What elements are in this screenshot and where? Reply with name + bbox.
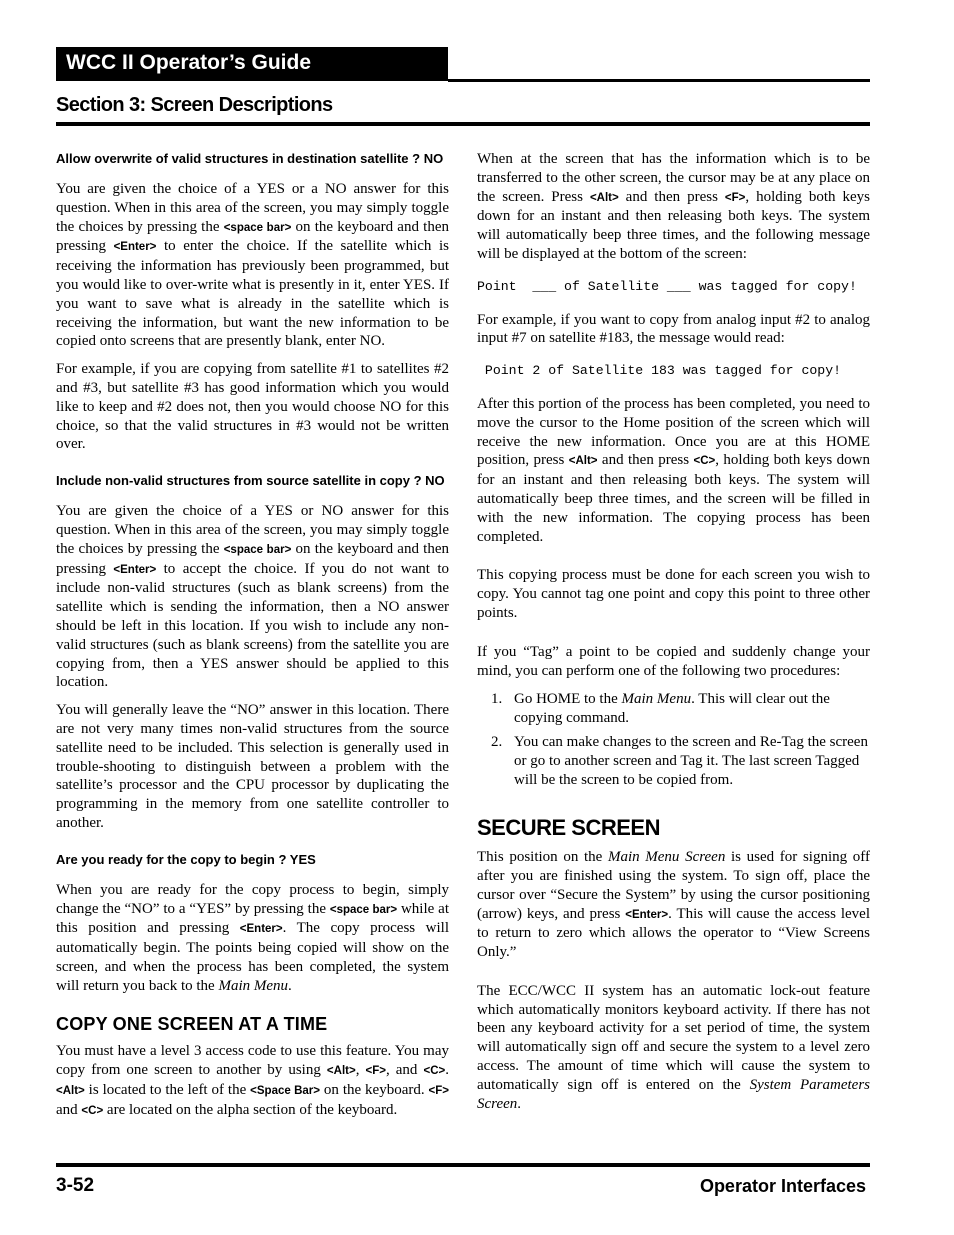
secure-paragraph-2 [477,982,870,1114]
text: , holding both keys down for an instant and then releasing both keys. The system will automatically beep three times, and the following message will be displayed at the bottom of the screen: [477,188,870,262]
copy-screen-heading: COPY ONE SCREEN AT A TIME [56,1014,328,1035]
copy-screen-paragraph [56,1042,449,1120]
footer-rule [56,1163,870,1167]
question-overwrite: Allow overwrite of valid structures in destination satellite ? NO [56,151,444,166]
text: to accept the choice. If you do not want to include non-valid structures (such as blank screens) from the satellite which is sending the information, then a NO answer should be left in this location. If you wish to include any non-valid structures (such as blank screens) from the satellite you are copying from, then a YES answer should be applied to this location. [56,560,449,691]
enter-key: <Enter> [113,563,157,576]
text: . [517,1095,522,1112]
question-non-valid: Include non-valid structures from source satellite in copy ? NO [56,473,445,489]
text: . This will cause the access level to return to zero which allows the operator to “View Screens Only.” [477,905,871,961]
f-key: <F> [365,1065,386,1078]
list-item [477,690,870,728]
right-column [477,150,870,1122]
alt-key: <Alt> [56,1084,85,1097]
question-ready: Are you ready for the copy to begin ? YES [56,851,316,867]
text: on the keyboard and then pressing [56,540,450,577]
text: is located to the left of the [84,1081,251,1098]
header-rule [448,79,870,82]
text: When you are ready for the copy process to begin, simply change the “NO” to a “YES” by pressing the [56,881,449,917]
tag-message-template: Point ___ of Satellite ___ was tagged for copy! [477,278,857,294]
main-menu-screen-ref: Main Menu Screen [607,849,726,866]
example-paragraph: For example, if you want to copy from analog input #2 to analog input #7 on satellite #183, the message would read: [477,311,870,347]
secure-screen-heading: SECURE SCREEN [477,815,660,841]
system-parameters-ref: System Parameters Screen [477,1076,870,1112]
text: You must have a level 3 access code to use this feature. You may copy from one screen to another by using [56,1043,449,1079]
guide-title: WCC II Operator’s Guide [66,51,312,74]
list-number: 1. [491,691,503,708]
section-rule [56,122,870,126]
enter-key: <Enter> [239,923,283,936]
text: . The copy process will automatically begin. The points being copied will show on the screen, and when the process has been completed, the system will return you back to the [56,920,449,994]
left-column [56,150,449,1129]
main-menu-ref: Main Menu [218,977,289,994]
paste-paragraph [477,395,870,546]
text: , [355,1062,366,1079]
text: to enter the choice. If the satellite which is receiving the information has previously been programmed, but you would like to over-write what is presently in it, enter YES. If you want to save what is already in the satellite which is receiving the information, but want the new information to be copied onto screens that are presently blank, enter NO. [56,238,449,350]
change-mind-paragraph: If you “Tag” a point to be copied and suddenly change your mind, you can perform one of the following two procedures: [477,643,870,679]
space-bar-key: <space bar> [223,221,292,234]
enter-key: <Enter> [113,241,157,254]
non-valid-paragraph-1 [56,502,449,692]
overwrite-paragraph-2: For example, if you are copying from satellite #1 to satellites #2 and #3, but satellite #3 has good information which you would like to keep and #2 does not, then you would choose NO for this choice, so that the valid structures in #3 would not be written over. [56,361,449,453]
space-bar-key: <space bar> [223,543,292,556]
list-text: You can make changes to the screen and Re-Tag the screen or go to another screen and Tag it. The last screen Tagged will be the screen to be copied from. [514,733,868,788]
text: You are given the choice of a YES or a NO answer for this question. When in this area of the screen, you may simply toggle the choices by pressing the [56,181,449,235]
alt-key: <Alt> [568,455,598,468]
text: while at this position and pressing [56,900,449,937]
page-number: 3-52 [56,1175,95,1196]
space-bar-key: <Space Bar> [250,1084,320,1097]
text: and then press [597,452,694,469]
text: are located on the alpha section of the keyboard. [103,1101,398,1118]
list-item [477,733,870,789]
alt-key: <Alt> [589,191,619,204]
text: . [445,1062,449,1079]
non-valid-paragraph-2: You will generally leave the “NO” answer in this location. There are not very many times non-valid structures from the source satellite need to be included. This selection is generally used in trouble-shooting to distinguish between a problem with the satellite’s processor and the CPU processor by duplicating the programming in the memory from one satellite controller to another. [56,702,449,831]
main-menu-ref: Main Menu [621,691,692,708]
enter-key: <Enter> [625,908,669,921]
c-key: <C> [81,1104,104,1117]
text: is used for signing off after you are finished using the system. To sign off, place the cursor over “Secure the System” by using the cursor positioning (arrow) keys, and press [477,849,870,922]
tag-message-example: Point 2 of Satellite 183 was tagged for copy! [477,363,842,379]
text: , holding both keys down for an instant and then releasing both keys. The system will automatically beep three times, and the screen will be filled in with the new information. The copying process has been completed. [477,452,870,545]
text: You are given the choice of a YES or NO answer for this question. When in this area of the screen, you may simply toggle the choices by pressing the [56,503,449,557]
tag-paragraph [477,150,870,264]
f-key: <F> [724,191,746,204]
f-key: <F> [428,1084,449,1097]
text: and [56,1101,82,1118]
footer-section-name: Operator Interfaces [699,1176,866,1196]
text: The ECC/WCC II system has an automatic lock-out feature which automatically monitors keyboard activity. If there has not been any keyboard activity for a set period of time, the system will automatically sign off and secure the system to a level zero access. The amount of time which will cause the system to automatically sign off is entered on the [477,982,870,1093]
text: This position on the [477,849,608,866]
c-key: <C> [693,455,716,468]
list-text [514,690,870,728]
ready-paragraph [56,881,449,996]
list-number: 2. [491,733,503,750]
text: on the keyboard and then pressing [56,218,450,255]
text: When at the screen that has the information which is to be transferred to the other screen, the cursor may be at any place on the screen. Press [477,151,870,205]
secure-paragraph-1 [477,848,870,962]
procedure-list [477,690,870,789]
text: . [288,977,292,994]
c-key: <C> [423,1065,446,1078]
text: , and [385,1062,424,1079]
guide-title-bar [56,47,448,81]
text: and then press [618,188,725,205]
alt-key: <Alt> [326,1065,356,1078]
text: . This will clear out the copying command. [514,691,830,727]
text: on the keyboard. [320,1081,429,1098]
space-bar-key: <space bar> [329,903,398,916]
text: After this portion of the process has been completed, you need to move the cursor to the Home position of the screen which will receive the new information. Once you are at this HOME position, press [477,395,870,469]
overwrite-paragraph-1 [56,180,449,351]
section-title: Section 3: Screen Descriptions [56,94,333,116]
text: Go HOME to the [514,691,622,708]
each-screen-paragraph: This copying process must be done for each screen you wish to copy. You cannot tag one point and copy this point to three other points. [477,567,870,621]
